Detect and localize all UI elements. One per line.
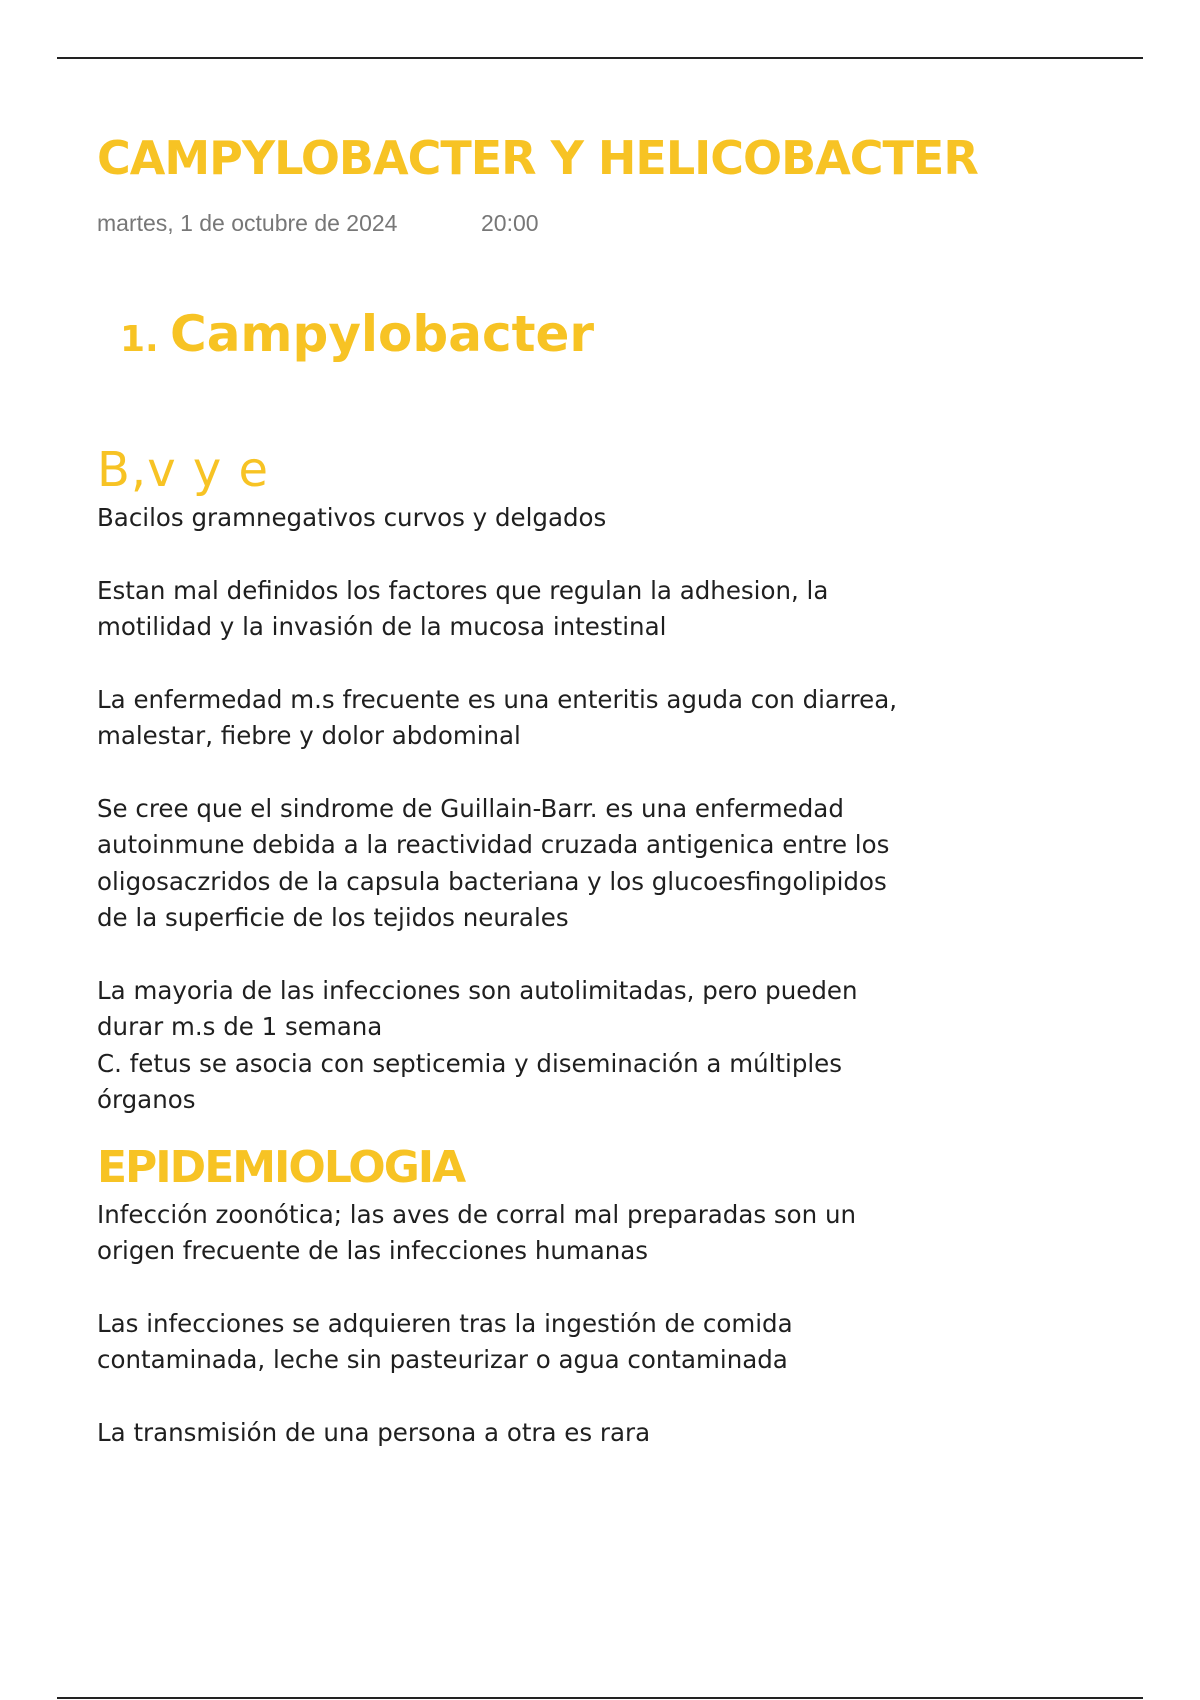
paragraph: C. fetus se asocia con septicemia y diseminación a múltiples órganos — [97, 1048, 843, 1114]
page-date: martes, 1 de octubre de 2024 — [97, 210, 398, 236]
paragraph: La mayoria de las infecciones son autolimitadas, pero pueden durar m.s de 1 semana — [97, 975, 858, 1041]
top-rule — [57, 57, 1143, 59]
section-heading — [120, 302, 594, 372]
section-number: 1. — [120, 319, 159, 360]
paragraph: La transmisión de una persona a otra es rara — [97, 1417, 651, 1447]
paragraph: Se cree que el sindrome de Guillain-Barr. es una enfermedad autoinmune debida a la reactividad cruzada antigenica entre los oligosaczridos de la capsula bacteriana y los glucoesfingolipidos de la superficie de los tejidos neurales — [97, 793, 890, 932]
paragraph: Estan mal definidos los factores que regulan la adhesion, la motilidad y la invasión de la mucosa intestinal — [97, 575, 829, 641]
paragraph: Infección zoonótica; las aves de corral mal preparadas son un origen frecuente de las infecciones humanas — [97, 1199, 857, 1265]
subsection-heading-bve: B,v y e — [97, 442, 270, 498]
paragraph: La enfermedad m.s frecuente es una enteritis aguda con diarrea, malestar, fiebre y dolor abdominal — [97, 684, 897, 750]
bottom-rule — [57, 1697, 1143, 1699]
section-title: Campylobacter — [170, 305, 595, 363]
subsection-heading-epidemiologia: EPIDEMIOLOGIA — [97, 1141, 465, 1193]
page-content — [97, 440, 897, 1451]
page-title: CAMPYLOBACTER Y HELICOBACTER — [97, 131, 978, 185]
page-time: 20:00 — [481, 210, 539, 236]
paragraph: Bacilos gramnegativos curvos y delgados — [97, 503, 607, 532]
paragraph: Las infecciones se adquieren tras la ingestión de comida contaminada, leche sin pasteurizar o agua contaminada — [97, 1308, 793, 1374]
